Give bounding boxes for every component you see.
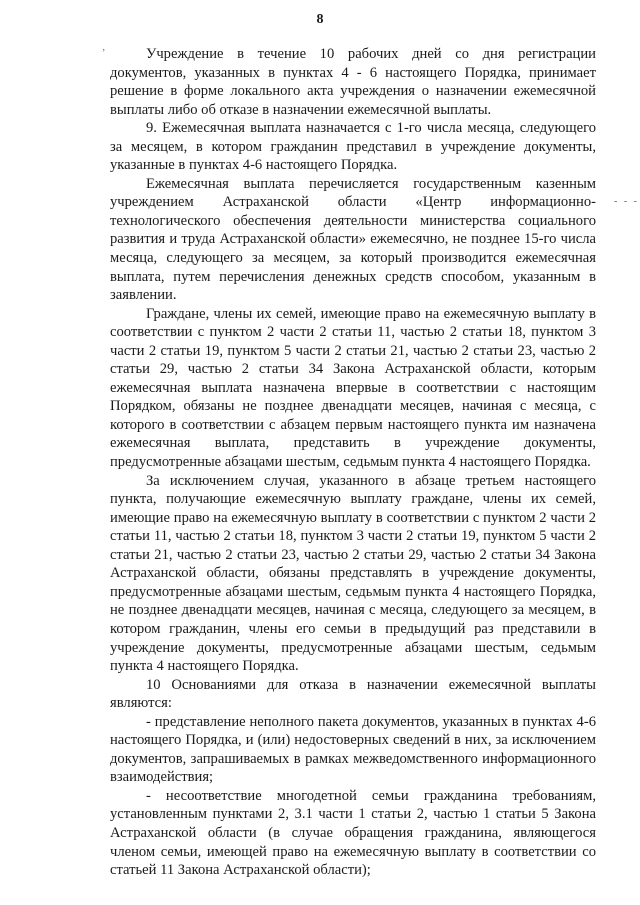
document-body (110, 45, 596, 880)
page-number: 8 (316, 12, 324, 27)
scan-mark: - - - (614, 196, 639, 207)
list-item-noncompliance: - несоответствие многодетной семьи гражданина требованиям, установленным пунктами 2, 3.1 части 1 статьи 2, частью 1 статьи 5 Закона Астраханской области (в случае обращения гражданина, являющегося членом семьи, имеющей право на ежемесячную выплату в соответствии со статьей 11 Закона Астраханской области); (110, 787, 596, 879)
paragraph-transfer: Ежемесячная выплата перечисляется государственным казенным учреждением Астраханской области «Центр информационно-технологического обеспечения деятельности министерства социального развития и труда Астраханской области» ежемесячно, не позднее 15-го числа месяца, следующего за месяцем, за который производится ежемесячная выплата, путем перечисления денежных средств способом, указанным в заявлении. (110, 175, 596, 304)
paragraph-citizens-obligation: Граждане, члены их семей, имеющие право на ежемесячную выплату в соответствии с пунктом 2 части 2 статьи 11, частью 2 статьи 18, пунктом 3 части 2 статьи 19, пунктом 5 части 2 статьи 21, частью 2 статьи 23, частью 2 статьи 29, частью 2 статьи 34 Закона Астраханской области, которым ежемесячная выплата назначена впервые в соответствии с настоящим Порядком, обязаны не позднее двенадцати месяцев, начиная с месяца, с которого в соответствии с абзацем первым настоящего пункта им назначена ежемесячная выплата, представить в учреждение документы, предусмотренные абзацами шестым, седьмым пункта 4 настоящего Порядка. (110, 305, 596, 471)
paragraph-item-9: 9. Ежемесячная выплата назначается с 1-го числа месяца, следующего за месяцем, в котором гражданин представил в учреждение документы, указанные в пунктах 4-6 настоящего Порядка. (110, 120, 596, 174)
scan-mark: ’ (102, 48, 106, 59)
paragraph-exception: За исключением случая, указанного в абзаце третьем настоящего пункта, получающие ежемесячную выплату граждане, члены их семей, имеющие право на ежемесячную выплату в соответствии с пунктом 2 части 2 статьи 11, частью 2 статьи 18, пунктом 3 части 2 статьи 19, пунктом 5 части 2 статьи 21, частью 2 статьи 23, частью 2 статьи 29, частью 2 статьи 34 Закона Астраханской области, обязаны представлять в учреждение документы, предусмотренные абзацами шестым, седьмым пункта 4 настоящего Порядка, не позднее двенадцати месяцев, начиная с месяца, следующего за месяцем, в котором гражданин, члены его семьи в предыдущий раз представили в учреждение документы, предусмотренные абзацами шестым, седьмым пункта 4 настоящего Порядка. (110, 472, 596, 675)
paragraph-decision: Учреждение в течение 10 рабочих дней со дня регистрации документов, указанных в пунктах 4 - 6 настоящего Порядка, принимает решение в форме локального акта учреждения о назначении ежемесячной выплаты либо об отказе в назначении ежемесячной выплаты. (110, 46, 596, 118)
list-item-incomplete-documents: - представление неполного пакета документов, указанных в пунктах 4-6 настоящего Порядка, и (или) недостоверных сведений в них, за исключением документов, запрашиваемых в рамках межведомственного информационного взаимодействия; (110, 713, 596, 786)
paragraph-item-10: 10 Основаниями для отказа в назначении ежемесячной выплаты являются: (110, 676, 596, 712)
